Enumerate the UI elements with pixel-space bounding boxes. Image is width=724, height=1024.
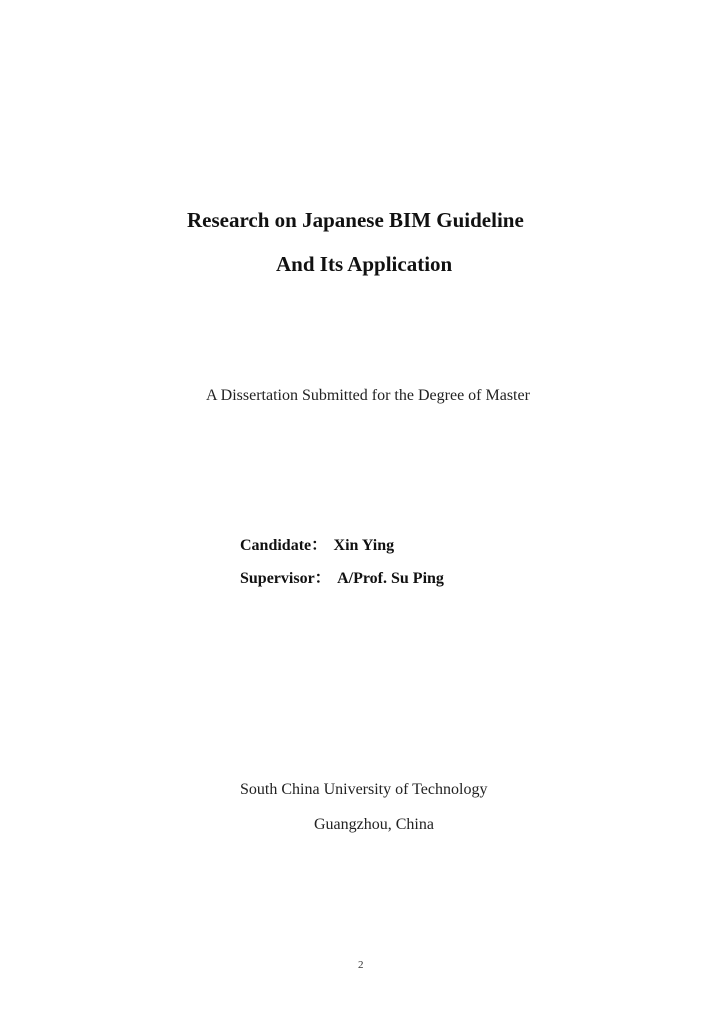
dissertation-subtitle: A Dissertation Submitted for the Degree of Master [206,387,530,404]
supervisor-row [240,571,444,587]
university-name: South China University of Technology [240,781,488,798]
candidate-label: Candidate： [240,537,328,554]
page-number: 2 [358,959,364,971]
supervisor-name: A/Prof. Su Ping [337,570,444,587]
title-line-1: Research on Japanese BIM Guideline [187,208,524,232]
university-location: Guangzhou, China [314,816,434,833]
supervisor-label: Supervisor： [240,570,331,587]
candidate-name: Xin Ying [333,537,395,554]
title-line-2: And Its Application [276,252,453,276]
candidate-row [240,538,394,554]
